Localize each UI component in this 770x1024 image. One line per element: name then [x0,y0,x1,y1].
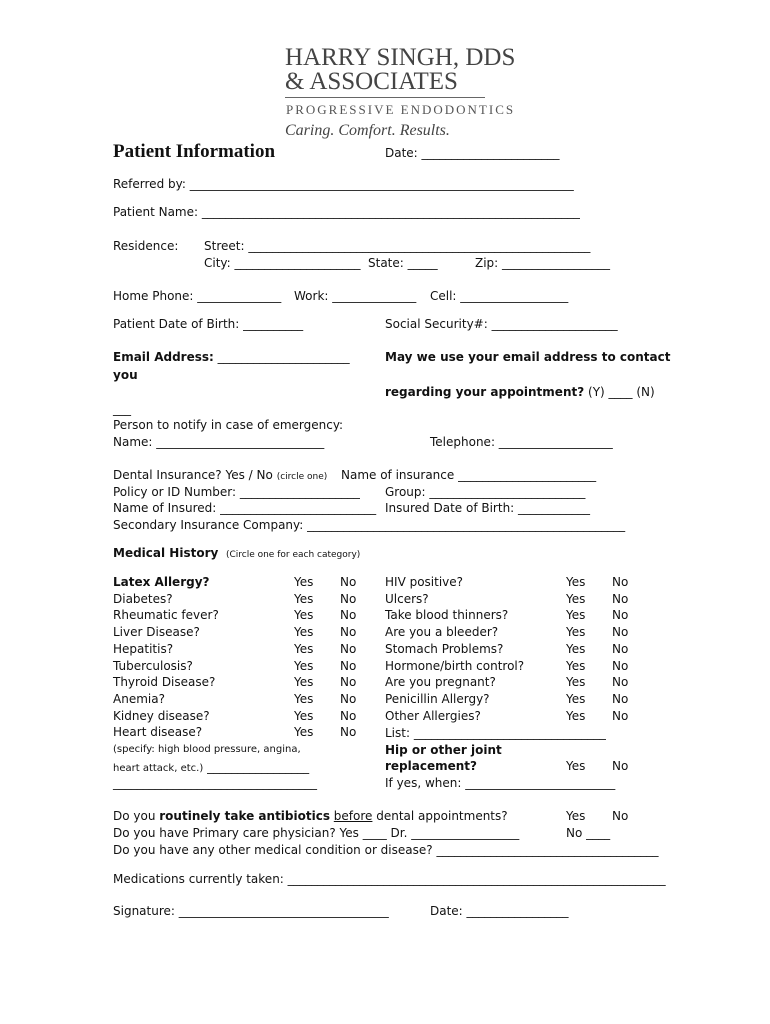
medical-right-row-yes[interactable]: Yes [566,641,586,656]
medical-history-title: Medical History [113,546,219,560]
medical-left-row-yes[interactable]: Yes [294,575,314,589]
medical-left-row-yes[interactable]: Yes [294,641,314,656]
medical-left-row-no[interactable]: No [340,691,357,706]
policy-field[interactable]: Policy or ID Number: ____________________ [113,485,360,499]
medical-right-row-yes[interactable]: Yes [566,691,586,706]
medical-right-row-no[interactable]: No [612,708,629,723]
emergency-name-field[interactable]: Name: ____________________________ [113,435,325,449]
hip-replacement-label-1: Hip or other joint [385,743,502,757]
medical-right-row-yes[interactable]: Yes [566,625,586,640]
medical-left-row-no[interactable]: No [340,675,357,690]
date-field[interactable]: Date: _______________________ [385,146,560,160]
home-phone-field[interactable]: Home Phone: ______________ [113,289,282,303]
logo-line-2: & ASSOCIATES [285,68,458,95]
medical-right-row-yes[interactable]: Yes [566,591,586,606]
emergency-phone-field[interactable]: Telephone: ___________________ [430,435,613,449]
email-yn: (Y) ____ (N) [588,385,655,399]
medical-left-row-yes[interactable]: Yes [294,708,314,723]
medical-right-row-no[interactable]: No [612,641,629,656]
other-conditions-field[interactable]: Do you have any other medical condition or disease? _____________________________________ [113,843,659,857]
logo-tagline: Caring. Comfort. Results. [285,122,450,139]
city-field[interactable]: City: _____________________ [204,256,361,270]
email-field[interactable] [113,349,350,365]
medical-right-row-no[interactable]: No [612,691,629,706]
emergency-label: Person to notify in case of emergency: [113,418,344,432]
referred-by-field[interactable]: Referred by: ________________________________________________________________ [113,177,574,191]
medical-right-row-label: Stomach Problems? [385,641,504,656]
medical-left-row-no[interactable]: No [340,575,357,589]
medical-right-row-label: Are you pregnant? [385,675,496,690]
email-line: ______________________ [217,350,350,364]
email-question: May we use your email address to contact [385,350,671,364]
medical-left-row-yes[interactable]: Yes [294,608,314,623]
medical-right-row-label: Take blood thinners? [385,608,509,623]
street-field[interactable]: Street: _________________________________________________________ [204,239,591,253]
antibiotics-pre: Do you [113,809,160,823]
medical-left-row-label: Latex Allergy? [113,575,210,589]
medical-left-row-no[interactable]: No [340,591,357,606]
medical-right-row-yes[interactable]: Yes [566,608,586,623]
medical-right-row-yes[interactable]: Yes [566,675,586,690]
medical-left-row-yes[interactable]: Yes [294,725,314,740]
medical-left-row-no[interactable]: No [340,708,357,723]
medical-left-row-label: Thyroid Disease? [113,675,216,690]
medical-left-row-yes[interactable]: Yes [294,625,314,640]
medical-left-row-label: Anemia? [113,691,165,706]
residence-label: Residence: [113,239,179,253]
specify-line[interactable]: __________________________________ [113,776,317,790]
email-yn-wrap: ___ [113,402,131,416]
group-field[interactable]: Group: __________________________ [385,485,586,499]
antibiotics-bold: routinely take antibiotics [159,809,330,823]
medical-right-row-yes[interactable]: Yes [566,658,586,673]
medical-left-row-label: Tuberculosis? [113,658,193,673]
logo-divider [285,97,485,98]
dental-insurance-question[interactable] [113,467,327,485]
medical-left-row-no[interactable]: No [340,608,357,623]
email-wrap: you [113,368,138,382]
hip-replacement-no[interactable]: No [612,759,629,773]
medical-right-row-no[interactable]: No [612,608,629,623]
work-phone-field[interactable]: Work: ______________ [294,289,417,303]
medical-left-row-yes[interactable]: Yes [294,658,314,673]
dental-insurance-label: Dental Insurance? Yes / No [113,468,273,482]
medical-left-row-yes[interactable]: Yes [294,675,314,690]
page-title: Patient Information [113,141,276,162]
logo-line-1: HARRY SINGH, DDS [285,44,516,71]
dob-field[interactable]: Patient Date of Birth: __________ [113,317,304,331]
email-consent[interactable] [385,384,655,400]
logo-line-3: PROGRESSIVE ENDODONTICS [286,102,516,117]
medical-left-row-no[interactable]: No [340,658,357,673]
medical-right-row-label: Hormone/birth control? [385,658,525,673]
antibiotics-post: dental appointments? [372,809,508,823]
medical-right-row-label: Penicillin Allergy? [385,691,490,706]
antibiotics-before: before [333,809,373,823]
medications-field[interactable]: Medications currently taken: _______________________________________________________________ [113,872,666,886]
patient-name-field[interactable]: Patient Name: _______________________________________________________________ [113,205,580,219]
cell-phone-field[interactable]: Cell: __________________ [430,289,569,303]
zip-field[interactable]: Zip: __________________ [475,256,611,270]
email-label: Email Address: [113,350,214,364]
medical-right-row-label: Are you a bleeder? [385,625,499,640]
medical-right-row-label: HIV positive? [385,575,464,589]
antibiotics-no[interactable]: No [612,809,629,823]
medical-history-header [113,545,360,563]
insured-name-field[interactable]: Name of Insured: __________________________ [113,501,377,515]
email-question-2: regarding your appointment? [385,385,585,399]
medical-left-row-no[interactable]: No [340,725,357,740]
medical-right-row-no[interactable]: No [612,625,629,640]
antibiotics-yes[interactable]: Yes [566,809,586,823]
medical-right-row-yes[interactable]: Yes [566,575,586,589]
medical-right-row-no[interactable]: No [612,675,629,690]
insured-dob-field[interactable]: Insured Date of Birth: ____________ [385,501,591,515]
medical-left-row-label: Kidney disease? [113,708,210,723]
state-field[interactable]: State: _____ [368,256,438,270]
medical-right-row-yes[interactable]: Yes [566,708,586,723]
medical-left-row-label: Rheumatic fever? [113,608,219,623]
medical-left-row-yes[interactable]: Yes [294,691,314,706]
ssn-field[interactable]: Social Security#: _____________________ [385,317,618,331]
medical-left-row-label: Hepatitis? [113,641,174,656]
specify-note-2-text: heart attack, etc.) [113,763,204,774]
medical-left-row-label: Diabetes? [113,591,173,606]
insurance-name-field[interactable]: Name of insurance _______________________ [341,468,597,482]
primary-physician-field[interactable]: Do you have Primary care physician? Yes ____ Dr. __________________ [113,826,520,840]
medical-history-note: (Circle one for each category) [225,550,361,560]
primary-physician-no[interactable]: No ____ [566,826,611,840]
secondary-insurance-field[interactable]: Secondary Insurance Company: _____________________________________________________ [113,518,626,532]
specify-note-1: (specify: high blood pressure, angina, [113,744,301,755]
medical-right-row-label: Ulcers? [385,591,429,606]
other-allergies-list-field[interactable]: List: ________________________________ [385,726,606,740]
antibiotics-question [113,808,508,824]
medical-right-row-no[interactable]: No [612,591,629,606]
medical-left-row-yes[interactable]: Yes [294,591,314,606]
medical-left-row-label: Heart disease? [113,725,203,740]
specify-note-2-line: _________________ [207,760,310,774]
circle-one-note: (circle one) [276,472,328,482]
medical-right-row-no[interactable]: No [612,575,629,589]
medical-right-row-label: Other Allergies? [385,708,481,723]
medical-left-row-no[interactable]: No [340,641,357,656]
hip-replacement-label-2: replacement? [385,759,477,773]
hip-replacement-yes[interactable]: Yes [566,759,586,773]
medical-left-row-label: Liver Disease? [113,625,200,640]
medical-left-row-no[interactable]: No [340,625,357,640]
medical-right-row-no[interactable]: No [612,658,629,673]
hip-replacement-when-field[interactable]: If yes, when: _________________________ [385,776,616,790]
signature-date-field[interactable]: Date: _________________ [430,904,569,918]
signature-field[interactable]: Signature: ___________________________________ [113,904,389,918]
